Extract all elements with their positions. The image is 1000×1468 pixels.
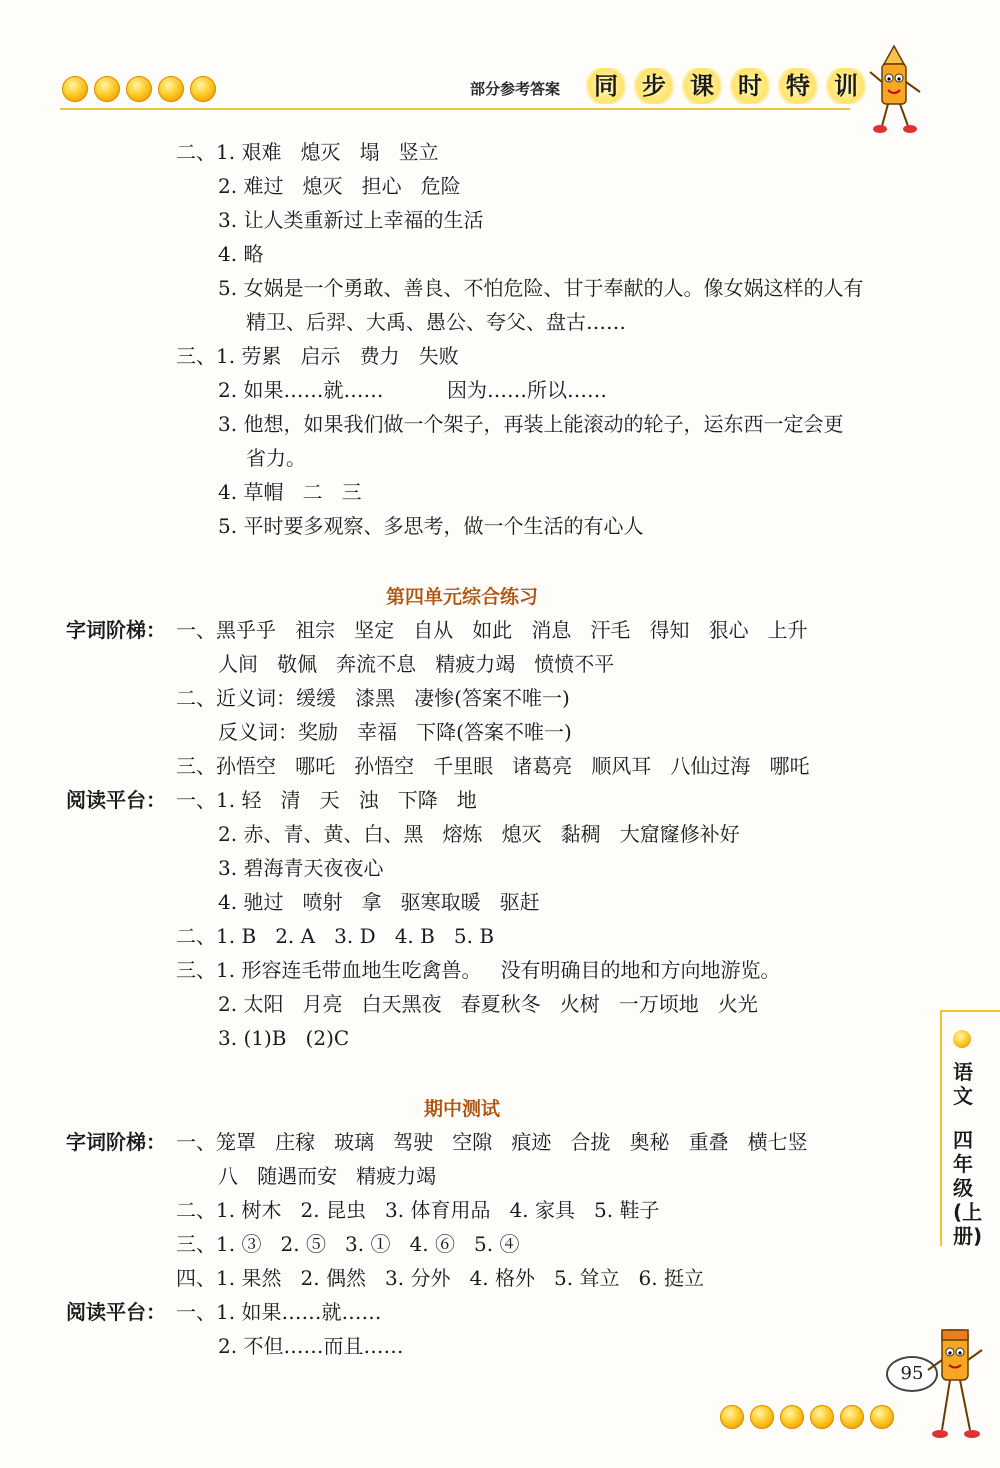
answer-line: 5. 平时要多观察、多思考，做一个生活的有心人 bbox=[218, 514, 644, 538]
label-reading: 阅读平台： bbox=[66, 788, 166, 812]
answer-line: 一、1. 轻 清 天 浊 下降 地 bbox=[176, 788, 477, 812]
answer-line: 4. 驰过 喷射 拿 驱寒取暖 驱赶 bbox=[218, 890, 540, 914]
answer-line: 二、近义词：缓缓 漆黑 凄惨(答案不唯一) bbox=[176, 686, 570, 710]
section-title-midterm: 期中测试 bbox=[424, 1098, 501, 1120]
dot-icon bbox=[126, 76, 152, 102]
answer-line: 精卫、后羿、大禹、愚公、夸父、盘古…… bbox=[246, 310, 626, 334]
series-char: 特 bbox=[776, 68, 820, 104]
reference-answer-label: 部分参考答案 bbox=[470, 80, 561, 98]
answer-line: 2. 赤、青、黄、白、黑 熔炼 熄灭 黏稠 大窟窿修补好 bbox=[218, 822, 740, 846]
dot-icon bbox=[62, 76, 88, 102]
dot-icon bbox=[810, 1405, 834, 1429]
series-char: 课 bbox=[680, 68, 724, 104]
answer-line: 二、1. B 2. A 3. D 4. B 5. B bbox=[176, 924, 495, 948]
side-divider bbox=[940, 1010, 1000, 1012]
answer-line: 一、1. 如果……就…… bbox=[176, 1300, 382, 1324]
dot-icon bbox=[190, 76, 216, 102]
answer-line: 反义词：奖励 幸福 下降(答案不唯一) bbox=[218, 720, 572, 744]
pencil-mascot-icon bbox=[920, 1320, 990, 1450]
label-words: 字词阶梯： bbox=[66, 1130, 166, 1154]
answer-line: 一、笼罩 庄稼 玻璃 驾驶 空隙 痕迹 合拢 奥秘 重叠 横七竖 bbox=[176, 1130, 808, 1154]
series-char: 步 bbox=[632, 68, 676, 104]
answer-line: 三、1. ③ 2. ⑤ 3. ① 4. ⑥ 5. ④ bbox=[176, 1232, 520, 1256]
answer-line: 4. 略 bbox=[218, 242, 264, 266]
side-tab bbox=[953, 1060, 983, 1248]
answer-line: 2. 难过 熄灭 担心 危险 bbox=[218, 174, 461, 198]
answer-line: 2. 不但……而且…… bbox=[218, 1334, 404, 1358]
answer-line: 省力。 bbox=[246, 446, 306, 470]
dot-icon bbox=[720, 1405, 744, 1429]
pencil-mascot-icon bbox=[864, 42, 924, 142]
answer-line: 一、黑乎乎 祖宗 坚定 自从 如此 消息 汗毛 得知 狠心 上升 bbox=[176, 618, 808, 642]
dot-icon bbox=[780, 1405, 804, 1429]
header-divider bbox=[60, 108, 850, 110]
series-char: 时 bbox=[728, 68, 772, 104]
answer-line: 2. 太阳 月亮 白天黑夜 春夏秋冬 火树 一万顷地 火光 bbox=[218, 992, 758, 1016]
decorative-dots bbox=[62, 76, 216, 102]
dot-icon bbox=[158, 76, 184, 102]
page-header bbox=[0, 60, 1000, 130]
answer-line: 八 随遇而安 精疲力竭 bbox=[218, 1164, 437, 1188]
answer-line: 二、1. 树木 2. 昆虫 3. 体育用品 4. 家具 5. 鞋子 bbox=[176, 1198, 660, 1222]
answer-line: 人间 敬佩 奔流不息 精疲力竭 愤愤不平 bbox=[218, 652, 615, 676]
answer-line: 三、孙悟空 哪吒 孙悟空 千里眼 诸葛亮 顺风耳 八仙过海 哪吒 bbox=[176, 754, 810, 778]
series-char: 训 bbox=[824, 68, 868, 104]
label-reading: 阅读平台： bbox=[66, 1300, 166, 1324]
answer-line: 3. 让人类重新过上幸福的生活 bbox=[218, 208, 484, 232]
series-title bbox=[584, 68, 868, 104]
section-title-unit4: 第四单元综合练习 bbox=[386, 586, 539, 608]
grade-label: 四年级(上册) bbox=[953, 1128, 983, 1248]
answer-line: 三、1. 形容连毛带血地生吃禽兽。 没有明确目的地和方向地游览。 bbox=[176, 958, 781, 982]
answer-line: 三、1. 劳累 启示 费力 失败 bbox=[176, 344, 459, 368]
decorative-dots bbox=[720, 1405, 894, 1429]
label-words: 字词阶梯： bbox=[66, 618, 166, 642]
dot-icon bbox=[750, 1405, 774, 1429]
dot-icon bbox=[94, 76, 120, 102]
answer-line: 3. (1)B (2)C bbox=[218, 1026, 350, 1050]
answer-line: 二、1. 艰难 熄灭 塌 竖立 bbox=[176, 140, 439, 164]
answer-line: 3. 碧海青天夜夜心 bbox=[218, 856, 384, 880]
series-char: 同 bbox=[584, 68, 628, 104]
dot-icon bbox=[953, 1030, 971, 1048]
subject-label: 语文 bbox=[953, 1060, 973, 1108]
page-number: 95 bbox=[886, 1356, 938, 1392]
side-divider bbox=[940, 1010, 942, 1246]
dot-icon bbox=[870, 1405, 894, 1429]
answer-line: 四、1. 果然 2. 偶然 3. 分外 4. 格外 5. 耸立 6. 挺立 bbox=[176, 1266, 704, 1290]
answer-line: 4. 草帽 二 三 bbox=[218, 480, 362, 504]
dot-icon bbox=[840, 1405, 864, 1429]
answer-line: 3. 他想，如果我们做一个架子，再装上能滚动的轮子，运东西一定会更 bbox=[218, 412, 844, 436]
answer-line: 2. 如果……就…… 因为……所以…… bbox=[218, 378, 608, 402]
answer-line: 5. 女娲是一个勇敢、善良、不怕危险、甘于奉献的人。像女娲这样的人有 bbox=[218, 276, 864, 300]
